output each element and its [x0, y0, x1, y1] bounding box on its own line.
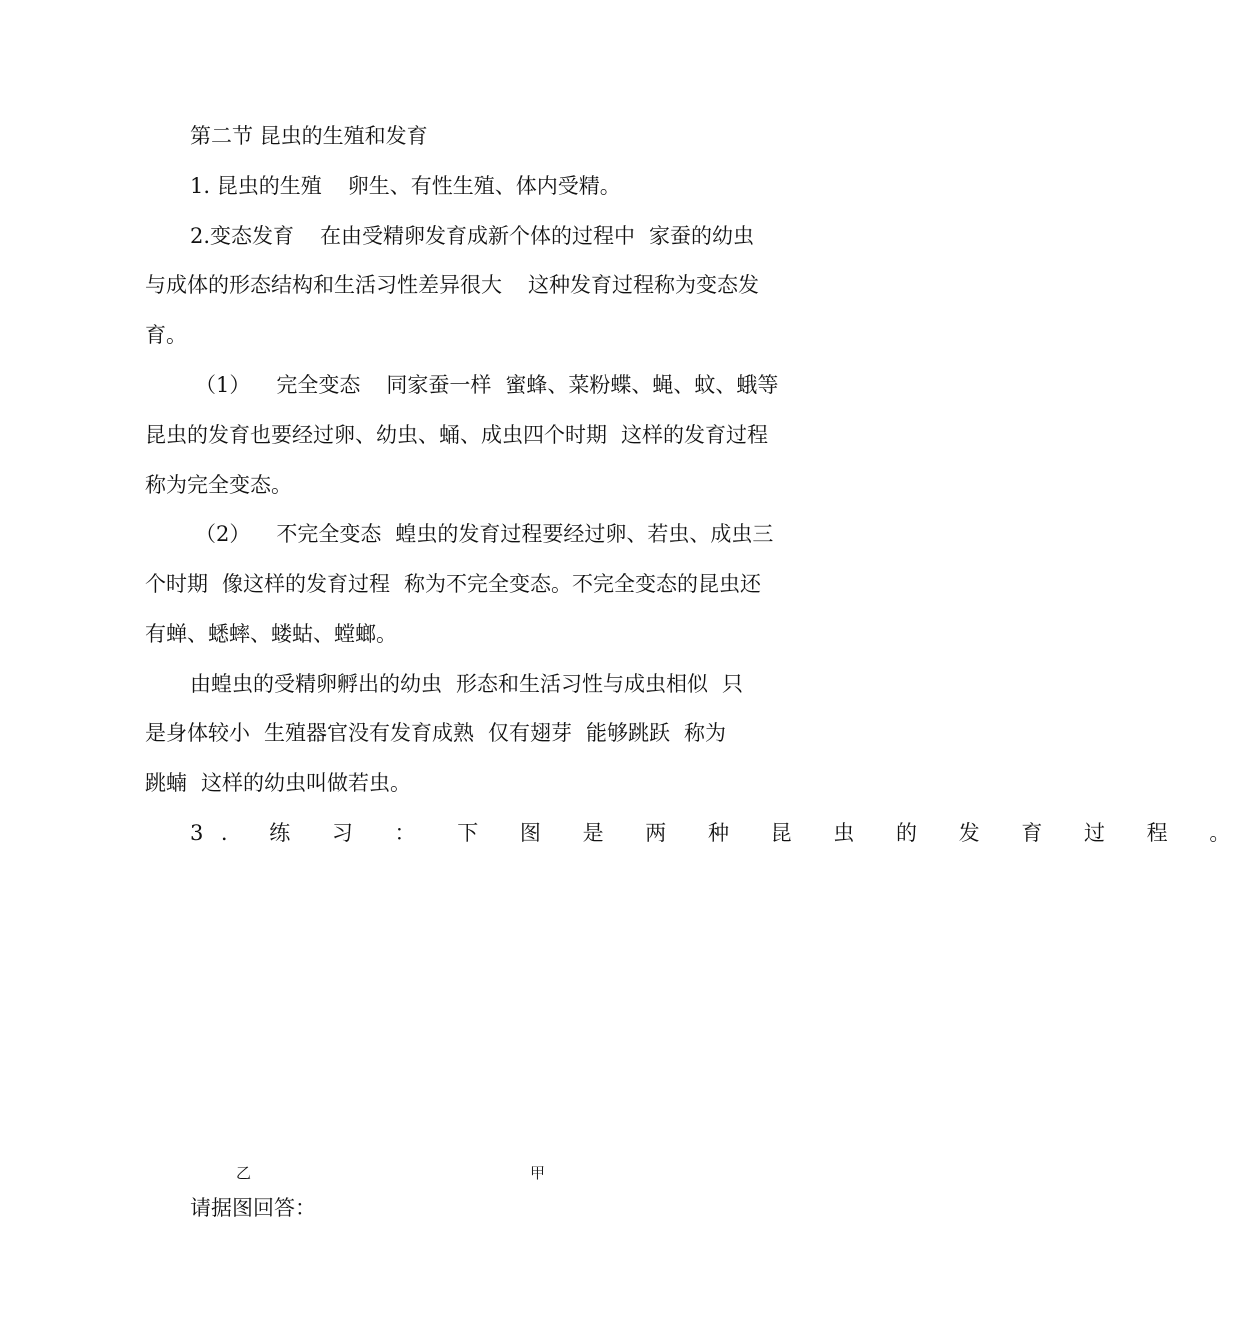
- figure-placeholder: [145, 860, 810, 1150]
- para-3-line-3: [145, 768, 810, 798]
- sub-1-line-1: [195, 370, 810, 400]
- sub-2-text: 像这样的发育过程: [222, 572, 390, 596]
- sub-1-text: 蜜蜂、菜粉蝶、蝇、蚊、蛾等: [505, 373, 779, 397]
- item-2-text: 在由受精卵发育成新个体的过程中: [320, 224, 636, 248]
- para-3-text: 跳蝻: [145, 771, 187, 795]
- item-1: [190, 171, 810, 201]
- figure-label-left: 乙: [236, 1164, 252, 1182]
- para-3-text: 生殖器官没有发育成熟: [264, 721, 474, 745]
- para-3-text: 由蝗虫的受精卵孵出的幼虫: [190, 672, 442, 696]
- para-3-text: 仅有翅芽: [488, 721, 572, 745]
- sub-2-text: 蝗虫的发育过程要经过卵、若虫、成虫三: [395, 522, 774, 546]
- item-2-text: 这种发育过程称为变态发: [528, 273, 759, 297]
- para-3-text: 只: [722, 672, 743, 696]
- item-2-line-1: [190, 221, 810, 251]
- item-2-text: 与成体的形态结构和生活习性差异很大: [145, 273, 502, 297]
- para-3-line-2: [145, 718, 810, 748]
- section-title: 第二节 昆虫的生殖和发育: [190, 124, 428, 148]
- sub-2-line-2: [145, 569, 810, 599]
- item-2-line-2: [145, 270, 810, 300]
- item-2-heading: 2.变态发育: [190, 224, 295, 248]
- item-2-text: 家蚕的幼虫: [649, 224, 755, 248]
- sub-2-line-1: [195, 519, 810, 549]
- para-3-text: 形态和生活习性与成虫相似: [456, 672, 708, 696]
- item-3: 3. 练 习 ： 下 图 是 两 种 昆 虫 的 发 育 过 程 。: [190, 821, 1248, 845]
- sub-2-line-3: 有蝉、蟋蟀、蝼蛄、螳螂。: [145, 622, 397, 646]
- sub-1-text: 同家蚕一样: [386, 373, 492, 397]
- sub-1-line-3: 称为完全变态。: [145, 473, 292, 497]
- sub-1-text: 这样的发育过程: [621, 423, 768, 447]
- sub-1-text: 昆虫的发育也要经过卵、幼虫、蛹、成虫四个时期: [145, 423, 607, 447]
- para-3-text: 能够跳跃: [586, 721, 670, 745]
- item-2-line-3: 育。: [145, 323, 187, 347]
- para-3-text: 这样的幼虫叫做若虫。: [201, 771, 411, 795]
- sub-1-heading: 完全变态: [276, 373, 361, 397]
- question-prompt: 请据图回答：: [190, 1196, 316, 1220]
- item-1-text: 卵生、有性生殖、体内受精。: [347, 174, 621, 198]
- figure-label-right: 甲: [530, 1164, 546, 1182]
- sub-2-text: 称为不完全变态。不完全变态的昆虫还: [404, 572, 761, 596]
- sub-2-number: （2）: [195, 522, 251, 546]
- sub-1-line-2: [145, 420, 810, 450]
- para-3-line-1: [190, 669, 810, 699]
- item-1-heading: 1. 昆虫的生殖: [190, 174, 322, 198]
- sub-2-text: 个时期: [145, 572, 208, 596]
- sub-2-heading: 不完全变态: [276, 522, 382, 546]
- para-3-text: 称为: [684, 721, 726, 745]
- sub-1-number: （1）: [195, 373, 251, 397]
- para-3-text: 是身体较小: [145, 721, 250, 745]
